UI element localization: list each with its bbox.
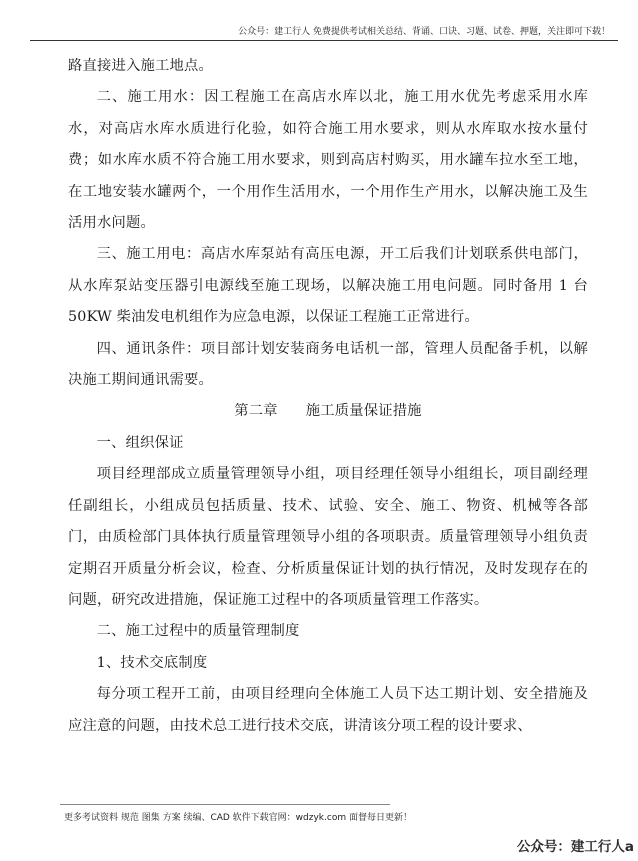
watermark-text: 公众号：建工行人a	[516, 839, 634, 855]
chapter-title: 施工质量保证措施	[305, 403, 422, 420]
chapter-heading	[68, 396, 588, 427]
paragraph-continuation: 路直接进入施工地点。	[68, 58, 213, 74]
paragraph-power-supply: 三、施工用电：高店水库泵站有高压电源，开工后我们计划联系供电部门，从水库泵站变压器引电源线至施工现场，以解决施工用电问题。同时备用 1 台 50KW 柴油发电机组作为应急电源，以保证工程施工正常进行。	[68, 246, 588, 326]
page-header	[28, 0, 628, 44]
footer-divider	[60, 804, 390, 805]
paragraph-technical-briefing: 每分项工程开工前，由项目经理向全体施工人员下达工期计划、安全措施及应注意的问题，由技术总工进行技术交底，讲清该分项工程的设计要求、	[68, 686, 588, 734]
section-heading-organization: 一、组织保证	[96, 434, 184, 451]
paragraph-organization: 项目经理部成立质量管理领导小组，项目经理任领导小组组长，项目副经理任副组长，小组成员包括质量、技术、试验、安全、施工、物资、机械等各部门，由质检部门具体执行质量管理领导小组的各项职责。质量管理领导小组负责定期召开质量分析会议，检查、分析质量保证计划的执行情况，及时发现存在的问题，研究改进措施，保证施工过程中的各项质量管理工作落实。	[68, 466, 588, 608]
paragraph-water-supply: 二、施工用水：因工程施工在高店水库以北，施工用水优先考虑采用水库水，对高店水库水质进行化验，如符合施工用水要求，则从水库取水按水量付费；如水库水质不符合施工用水要求，则到高店村购买，用水罐车拉水至工地，在工地安装水罐两个，一个用作生活用水，一个用作生产用水，以解决施工及生活用水问题。	[68, 89, 588, 232]
header-divider	[30, 40, 618, 41]
subsection-heading-technical-briefing: 1、技术交底制度	[96, 654, 208, 671]
chapter-number: 第二章	[234, 403, 278, 420]
paragraph-communication: 四、通讯条件：项目部计划安装商务电话机一部，管理人员配备手机，以解决施工期间通讯需要。	[68, 340, 588, 389]
header-text: 公众号：建工行人 免费提供考试相关总结、背诵、口诀、习题、试卷、押题，关注即可下载！	[238, 27, 610, 37]
document-body	[68, 51, 588, 742]
footer-text: 更多考试资料 规范 图集 方案 续编、CAD 软件下载官网：wdzyk.com 面督每日更新！	[64, 813, 412, 823]
section-heading-quality-system: 二、施工过程中的质量管理制度	[96, 623, 300, 640]
